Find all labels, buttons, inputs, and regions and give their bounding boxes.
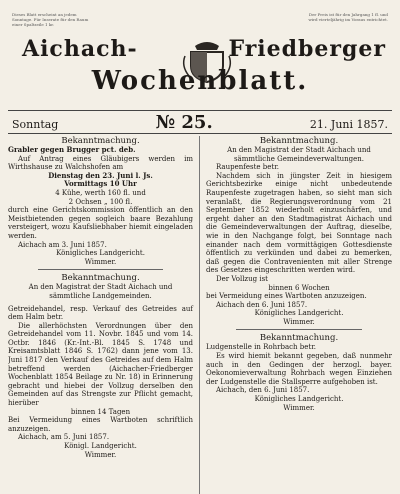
subscription-note-left: Dieses Blatt erscheint an jedem Sonntage. Für Inserate für den Raum einer Spaltzeile 1 kr. [12, 12, 89, 27]
notice-recipient: An den Magistrat der Stadt Aichach und sämmtliche Landgemeinden. [28, 283, 173, 300]
right-column [200, 136, 392, 494]
notice-heading: Bekanntmachung. [259, 136, 339, 146]
notice-body: Der Vollzug ist [216, 274, 268, 283]
notice-place: Aichach den 6. Juni 1857. [216, 300, 308, 309]
notice-signature: Wimmer. [283, 403, 315, 412]
notice-subject: Grabler gegen Brugger pct. deb. [8, 145, 136, 154]
issue-date: 21. Juni 1857. [309, 118, 388, 131]
notice-item: 4 Kühe, werth 160 fl. und [55, 188, 146, 197]
notice-body: Es wird hiemit bekannt gegeben, daß nunmehr auch in den Gedingen der herzogl. bayer. Oekonomieverwaltung Rohrbach wegen Einziehen der Ludgenstelle die Stallsperre aufgehoben ist. [206, 352, 392, 386]
notice-signature: Wimmer. [84, 450, 117, 459]
notice-signature: Wimmer. [283, 317, 315, 326]
masthead [8, 6, 392, 133]
notice-body: Nachdem sich in jüngster Zeit in hiesigem Gerichtsbezirke einige nicht unbedeutende Raupenfeste zugetragen haben, so sieht man sich veranlaßt, die Regierungsverordnung vom 21 September 1852 wiederholt einzuschärfen, und ergeht daher an den Stadtmagistrat Aichach und die Gemeindeverwaltungen der Auftrag, dieselbe, wie in den Nachgange folgt, bei Sonntage nach einander nach dem vormittägigen Gottesdienste öffentlich zu verkünden und dabei zu bemerken, daß gegen die Contravenienten mit aller Strenge des Gesetzes eingeschritten werden wird. [206, 171, 392, 275]
notice-deadline: binnen 6 Wochen [268, 283, 330, 292]
notice-subject: Ludgenstelle in Rohrbach betr. [206, 343, 317, 352]
notice-subject: Getreidehandel, resp. Verkauf des Getreides auf dem Halm betr. [8, 304, 193, 322]
notice-recipient: An den Magistrat der Stadt Aichach und sämmtliche Gemeindeverwaltungen. [227, 146, 371, 163]
notice-body: Auf Antrag eines Gläubigers werden im Wirthshause zu Walchshofen am [8, 154, 193, 172]
divider [236, 329, 362, 330]
title-friedberger: Friedberger [228, 36, 386, 62]
notice-signature: Wimmer. [84, 257, 117, 266]
notice-body: bei Vermeidung eines Wartboten anzuzeigen. [206, 292, 367, 301]
notice-court: Königliches Landgericht. [254, 395, 344, 404]
notice-court: Königliches Landgericht. [254, 309, 344, 318]
notice-heading: Bekanntmachung. [61, 273, 140, 284]
issue-number: № 25. [155, 112, 213, 133]
notice-body: Die allerhöchsten Verordnungen über den Getreidehandel vom 11. Novbr. 1845 und vom 14. Octbr. 1846 (Kr.-Int.-Bl. 1845 S. 1748 und Kreisamtsblatt 1846 S. 1762) dann jene vom 13. Juni 1817 den Verkauf des Getreides auf dem Halm betreffend werden (Aichacher-Friedberger Wochenblatt 1854 Beilage zu Nr. 18) in Erinnerung gebracht und hiebei der Vollzug derselben den Gemeinden auf das Strengste zur Pflicht gemacht, hierüber [8, 321, 193, 408]
notice-place: Aichach, den 6. Juni 1857. [216, 386, 310, 395]
notice-deadline: binnen 14 Tagen [70, 407, 131, 416]
notice-place: Aichach, am 5. Juni 1857. [18, 433, 110, 442]
notice-body: durch eine Gerichtskommission öffentlich an den Meistbietenden gegen sogleich baare Bezahlung versteigert, wozu Kaufsliebhaber hiemit eingeladen werden. [8, 206, 193, 240]
title-aichach: Aichach- [22, 36, 138, 62]
notice-time-line: Vormittags 10 Uhr [64, 179, 137, 189]
left-column [8, 136, 200, 494]
article-columns [8, 136, 392, 494]
notice-heading: Bekanntmachung. [61, 136, 140, 146]
notice-court: Königl. Landgericht. [64, 442, 137, 450]
subscription-note-right: Der Preis ist für den Jahrgang 1 fl. und wird vierteljährig im Voraus entrichtet. [308, 12, 388, 22]
notice-item: 2 Ochsen „ 100 fl. [68, 197, 133, 206]
notice-court: Königliches Landgericht. [56, 249, 145, 258]
issue-dateline [8, 110, 392, 134]
notice-body: Bei Vermeidung eines Wartboten schriftlich anzuzeigen. [8, 416, 193, 433]
notice-subject: Raupenfeste betr. [216, 163, 279, 172]
notice-date-line: Dienstag den 23. Juni l. Js. [48, 170, 153, 180]
title-wochenblatt: Wochenblatt. [91, 66, 309, 96]
notice-place: Aichach am 3. Juni 1857. [18, 240, 107, 249]
notice-heading: Bekanntmachung. [259, 333, 339, 344]
issue-day: Sonntag [12, 118, 59, 131]
divider [38, 269, 163, 270]
